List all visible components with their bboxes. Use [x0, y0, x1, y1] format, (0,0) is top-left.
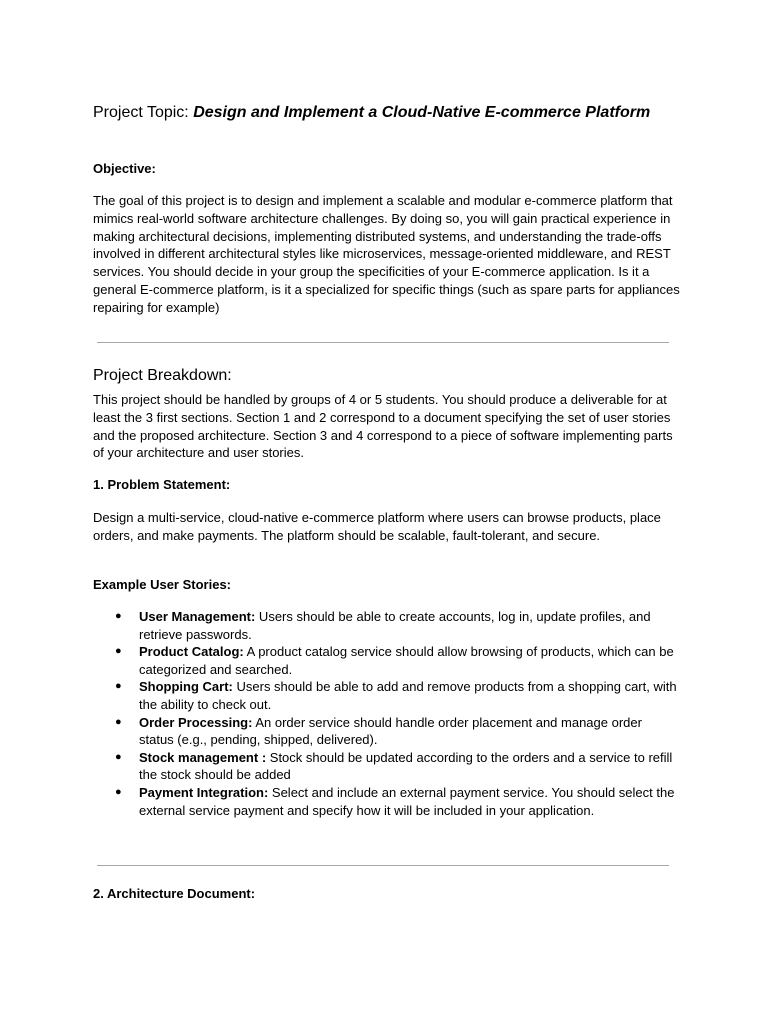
page-title: [93, 102, 683, 123]
list-item-text: Select and include an external payment service. You should select the external service payment and specify how it will be included in your application.: [139, 784, 675, 818]
title-prefix: Project Topic:: [93, 104, 194, 121]
objective-heading: Objective:: [93, 161, 156, 176]
horizontal-divider: [97, 865, 669, 866]
list-item-text: A product catalog service should allow browsing of products, which can be categorized and searched.: [139, 644, 674, 677]
list-item-title: User Management:: [139, 609, 256, 624]
list-item-title: Order Processing:: [139, 714, 253, 730]
problem-statement-paragraph: Design a multi-service, cloud-native e-commerce platform where users can browse products, place orders, and make payments. The platform should be scalable, fault-tolerant, and secure.: [93, 510, 661, 543]
list-item-title: Stock management :: [139, 749, 267, 765]
bullet-icon: ●: [115, 750, 122, 763]
list-item-title: Product Catalog:: [139, 644, 244, 660]
list-item: [93, 714, 679, 749]
horizontal-divider: [97, 342, 669, 343]
list-item: [93, 643, 679, 678]
bullet-icon: ●: [115, 785, 122, 798]
list-item: [93, 678, 679, 713]
objective-paragraph: The goal of this project is to design and implement a scalable and modular e-commerce platform that mimics real-world software architecture challenges. By doing so, you will gain practical experience in making architectural decisions, implementing distributed systems, and understanding the trade-offs involved in different architectural styles like microservices, message-oriented middleware, and REST services. You should decide in your group the specificities of your E-commerce application. Is it a general E-commerce platform, is it a specialized for specific things (such as spare parts for appliances repairing for example): [93, 193, 680, 315]
breakdown-heading: Project Breakdown:: [93, 367, 232, 384]
list-item: [93, 784, 679, 819]
architecture-heading: 2. Architecture Document:: [93, 886, 256, 901]
breakdown-paragraph: This project should be handled by groups of 4 or 5 students. You should produce a deliverable for at least the 3 first sections. Section 1 and 2 correspond to a document specifying the set of user stories and the proposed architecture. Section 3 and 4 correspond to a piece of software implementing parts of your architecture and user stories.: [93, 392, 673, 461]
list-item: [93, 608, 679, 643]
bullet-icon: ●: [115, 715, 122, 728]
list-item-text: Stock should be updated according to the orders and a service to refill the stock should be added: [139, 749, 673, 783]
list-item-text: Users should be able to create accounts, log in, update profiles, and retrieve passwords.: [139, 609, 651, 642]
bullet-icon: ●: [115, 610, 122, 622]
user-stories-heading: Example User Stories:: [93, 577, 232, 592]
user-stories-list: [93, 608, 683, 819]
list-item-text: Users should be able to add and remove products from a shopping cart, with the ability to check out.: [139, 679, 677, 712]
list-item-title: Shopping Cart:: [139, 679, 233, 695]
list-item-title: Payment Integration:: [139, 784, 269, 800]
title-topic: Design and Implement a Cloud-Native E-commerce Platform: [193, 104, 651, 121]
list-item-text: An order service should handle order placement and manage order status (e.g., pending, shipped, delivered).: [139, 714, 642, 748]
bullet-icon: ●: [115, 680, 122, 693]
problem-statement-heading: 1. Problem Statement:: [93, 477, 231, 492]
list-item: [93, 749, 679, 784]
bullet-icon: ●: [115, 645, 122, 658]
